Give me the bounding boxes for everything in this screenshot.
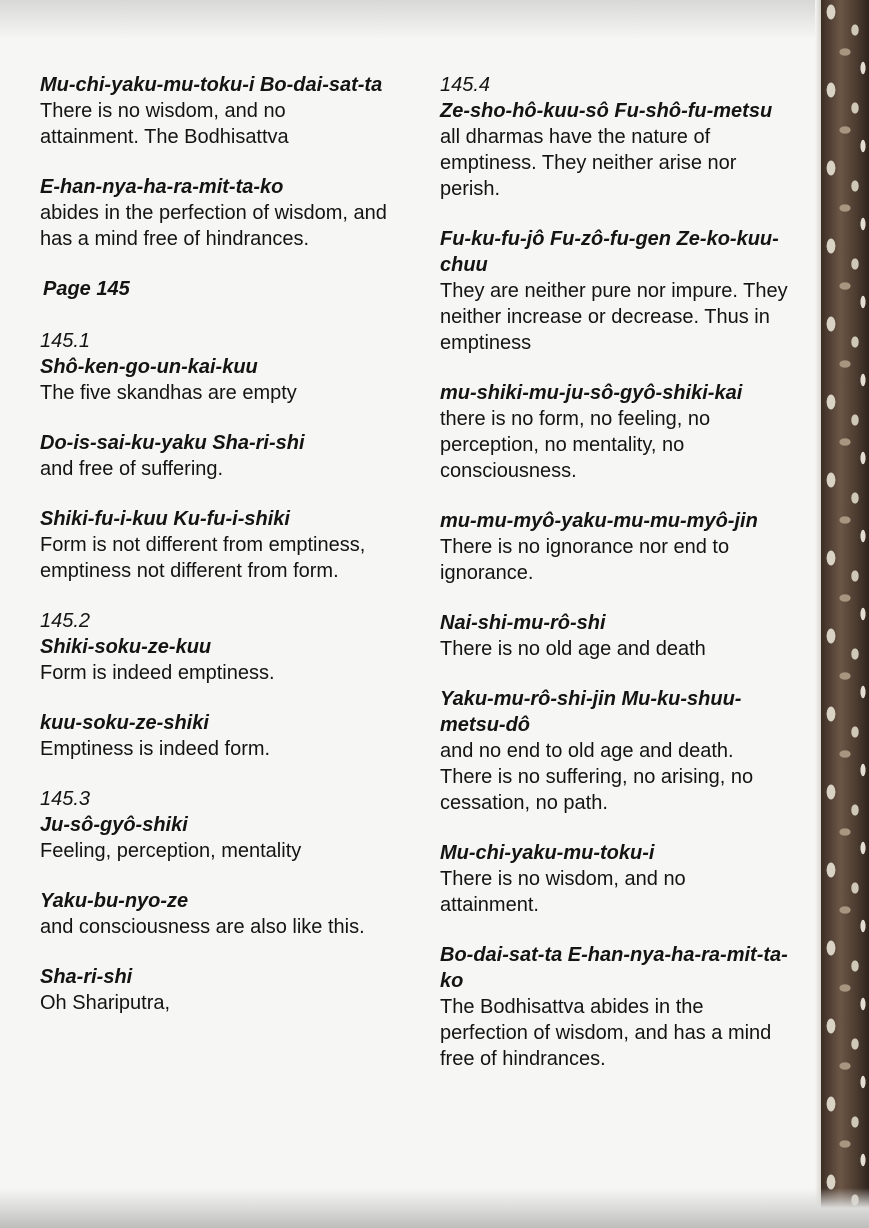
translation-line: abides in the perfection of wisdom, and has a mind free of hindrances.: [40, 202, 387, 250]
romaji-line: mu-mu-myô-yaku-mu-mu-myô-jin: [440, 510, 758, 532]
chant-entry: [440, 72, 790, 202]
translation-line: There is no old age and death: [440, 638, 706, 660]
translation-line: The Bodhisattva abides in the perfection of wisdom, and has a mind free of hindrances.: [440, 996, 772, 1070]
chant-entry: [40, 506, 390, 584]
translation-line: Form is not different from emptiness, emptiness not different from form.: [40, 534, 366, 582]
chant-entry: [440, 380, 790, 484]
chant-entry: [40, 608, 390, 686]
chant-entry: [40, 174, 390, 252]
chant-entry: [440, 686, 790, 816]
translation-line: Feeling, perception, mentality: [40, 840, 302, 862]
translation-line: and consciousness are also like this.: [40, 916, 365, 938]
romaji-line: Ju-sô-gyô-shiki: [40, 814, 188, 836]
romaji-line: Mu-chi-yaku-mu-toku-i Bo-dai-sat-ta: [40, 74, 383, 96]
translation-line: There is no wisdom, and no attainment.: [440, 868, 686, 916]
verse-reference: 145.2: [40, 610, 91, 632]
romaji-line: Shiki-fu-i-kuu Ku-fu-i-shiki: [40, 508, 290, 530]
chant-entry: [40, 710, 390, 762]
translation-line: They are neither pure nor impure. They neither increase or decrease. Thus in emptiness: [440, 280, 788, 354]
translation-line: all dharmas have the nature of emptiness. They neither arise nor perish.: [440, 126, 737, 200]
romaji-line: Nai-shi-mu-rô-shi: [440, 612, 606, 634]
translation-line: There is no wisdom, and no attainment. The Bodhisattva: [40, 100, 289, 148]
translation-line: and free of suffering.: [40, 458, 224, 480]
chant-entry: [440, 942, 790, 1072]
translation-line: Oh Shariputra,: [40, 992, 171, 1014]
translation-line: Emptiness is indeed form.: [40, 738, 271, 760]
romaji-line: Ze-sho-hô-kuu-sô Fu-shô-fu-metsu: [440, 100, 773, 122]
chant-entry: [40, 430, 390, 482]
chant-entry: [40, 72, 390, 150]
verse-reference: 145.1: [40, 330, 91, 352]
romaji-line: Shiki-soku-ze-kuu: [40, 636, 212, 658]
romaji-line: mu-shiki-mu-ju-sô-gyô-shiki-kai: [440, 382, 743, 404]
romaji-line: Do-is-sai-ku-yaku Sha-ri-shi: [40, 432, 305, 454]
romaji-line: Yaku-mu-rô-shi-jin Mu-ku-shuu-metsu-dô: [440, 688, 742, 736]
romaji-line: kuu-soku-ze-shiki: [40, 712, 209, 734]
chant-entry: [40, 328, 390, 406]
romaji-line: Sha-ri-shi: [40, 966, 133, 988]
page-top-shadow: [0, 0, 869, 40]
chant-entry: [440, 840, 790, 918]
translation-line: there is no form, no feeling, no perception, no mentality, no consciousness.: [440, 408, 711, 482]
chant-entry: [40, 964, 390, 1016]
translation-line: Form is indeed emptiness.: [40, 662, 275, 684]
translation-line: There is no ignorance nor end to ignorance.: [440, 536, 730, 584]
chant-entry: [440, 226, 790, 356]
page-heading: Page 145: [43, 278, 130, 300]
right-column: [440, 72, 790, 1096]
chant-entry: [40, 888, 390, 940]
translation-line: and no end to old age and death. There is no suffering, no arising, no cessation, no path.: [440, 740, 754, 814]
romaji-line: Shô-ken-go-un-kai-kuu: [40, 356, 258, 378]
romaji-line: Bo-dai-sat-ta E-han-nya-ha-ra-mit-ta-ko: [440, 944, 788, 992]
romaji-line: Yaku-bu-nyo-ze: [40, 890, 189, 912]
translation-line: The five skandhas are empty: [40, 382, 297, 404]
verse-reference: 145.3: [40, 788, 91, 810]
romaji-line: E-han-nya-ha-ra-mit-ta-ko: [40, 176, 284, 198]
chant-entry: [440, 508, 790, 586]
decorative-side-pattern: [821, 0, 869, 1228]
left-column: [40, 72, 390, 1040]
chant-entry: [440, 610, 790, 662]
page-bottom-shadow: [0, 1188, 869, 1228]
chant-entry: [40, 786, 390, 864]
romaji-line: Fu-ku-fu-jô Fu-zô-fu-gen Ze-ko-kuu-chuu: [440, 228, 779, 276]
romaji-line: Mu-chi-yaku-mu-toku-i: [440, 842, 655, 864]
verse-reference: 145.4: [440, 74, 491, 96]
